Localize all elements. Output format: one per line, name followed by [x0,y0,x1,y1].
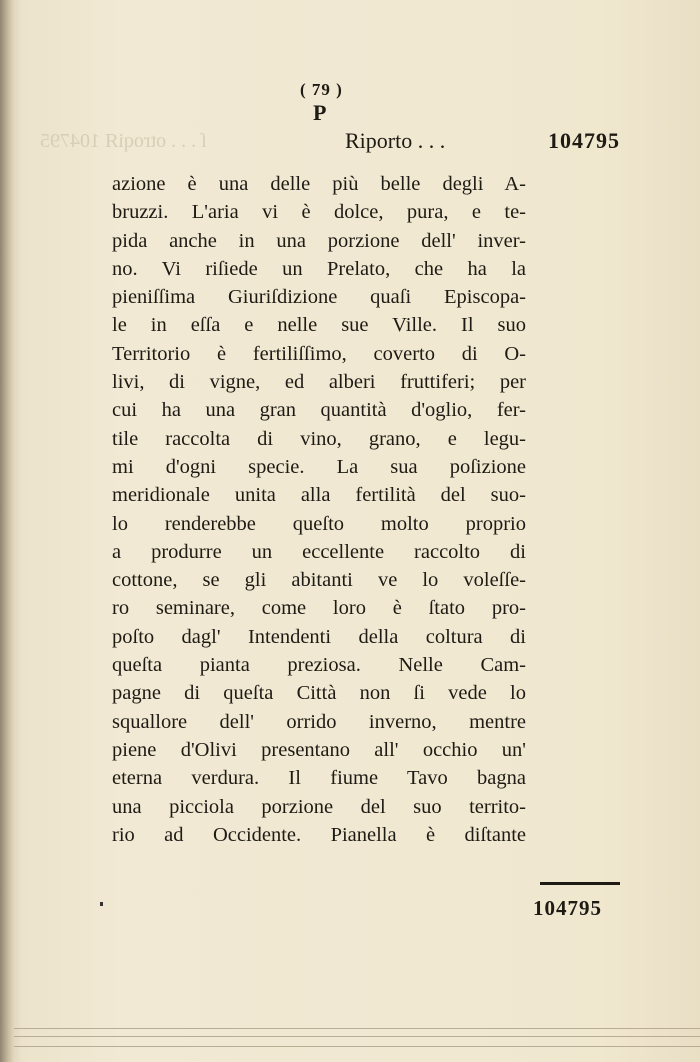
text-line: cui ha una gran quantità d'oglio, fer- [112,399,526,422]
text-line: tile raccolta di vino, grano, e legu- [112,427,526,450]
text-line: lo renderebbe queſto molto proprio [112,512,526,535]
text-line: azione è una delle più belle degli A- [112,173,526,195]
text-line: squallore dell' orrido inverno, mentre [112,710,526,733]
text-line: no. Vi riſiede un Prelato, che ha la [112,257,526,280]
text-line: mi d'ogni specie. La sua poſizione [112,455,526,478]
text-line: pieniſſima Giuriſdizione quaſi Episcopa- [112,286,526,309]
text-line: piene d'Olivi presentano all' occhio un' [112,738,526,761]
carried-forward-line [345,128,620,154]
text-line: Territorio è fertiliſſimo, coverto di O- [112,342,526,365]
text-line: meridionale unita alla fertilità del suo- [112,484,526,507]
total-amount: 104795 [533,896,602,920]
text-line: queſta pianta preziosa. Nelle Cam- [112,654,526,677]
book-spine-shadow [0,0,14,1062]
text-line: a produrre un eccellente raccolto di [112,540,526,563]
text-line: cottone, se gli abitanti ve lo voleſſe- [112,569,526,592]
text-line: eterna verdura. Il fiume Tavo bagna [112,767,526,790]
text-line: una picciola porzione del suo territo- [112,795,526,818]
carry-label: Riporto . . . [345,128,446,153]
text-line: poſto dagl' Intendenti della coltura di [112,625,526,648]
text-line: livi, di vigne, ed alberi fruttiferi; per [112,371,526,394]
signature-mark: P [313,100,327,125]
carry-amount: 104795 [548,128,620,153]
page-edge-line [14,1028,700,1029]
body-text [112,170,526,849]
text-line: ro seminare, come loro è ſtato pro- [112,597,526,620]
text-line: bruzzi. L'aria vi è dolce, pura, e te- [112,201,526,224]
text-line: rio ad Occidente. Pianella è diſtante [112,823,526,846]
page-number: ( 79 ) [300,80,343,99]
ink-mark [100,902,103,906]
page-edge-line [14,1046,700,1047]
bleed-through-text: ſ . . . otroqiЯ 104795 [40,130,207,152]
page-edge-line [14,1036,700,1037]
total-rule [540,882,620,885]
text-line: pida anche in una porzione dell' inver- [112,229,526,252]
text-line: le in eſſa e nelle sue Ville. Il suo [112,314,526,337]
text-line: pagne di queſta Città non ſi vede lo [112,682,526,705]
